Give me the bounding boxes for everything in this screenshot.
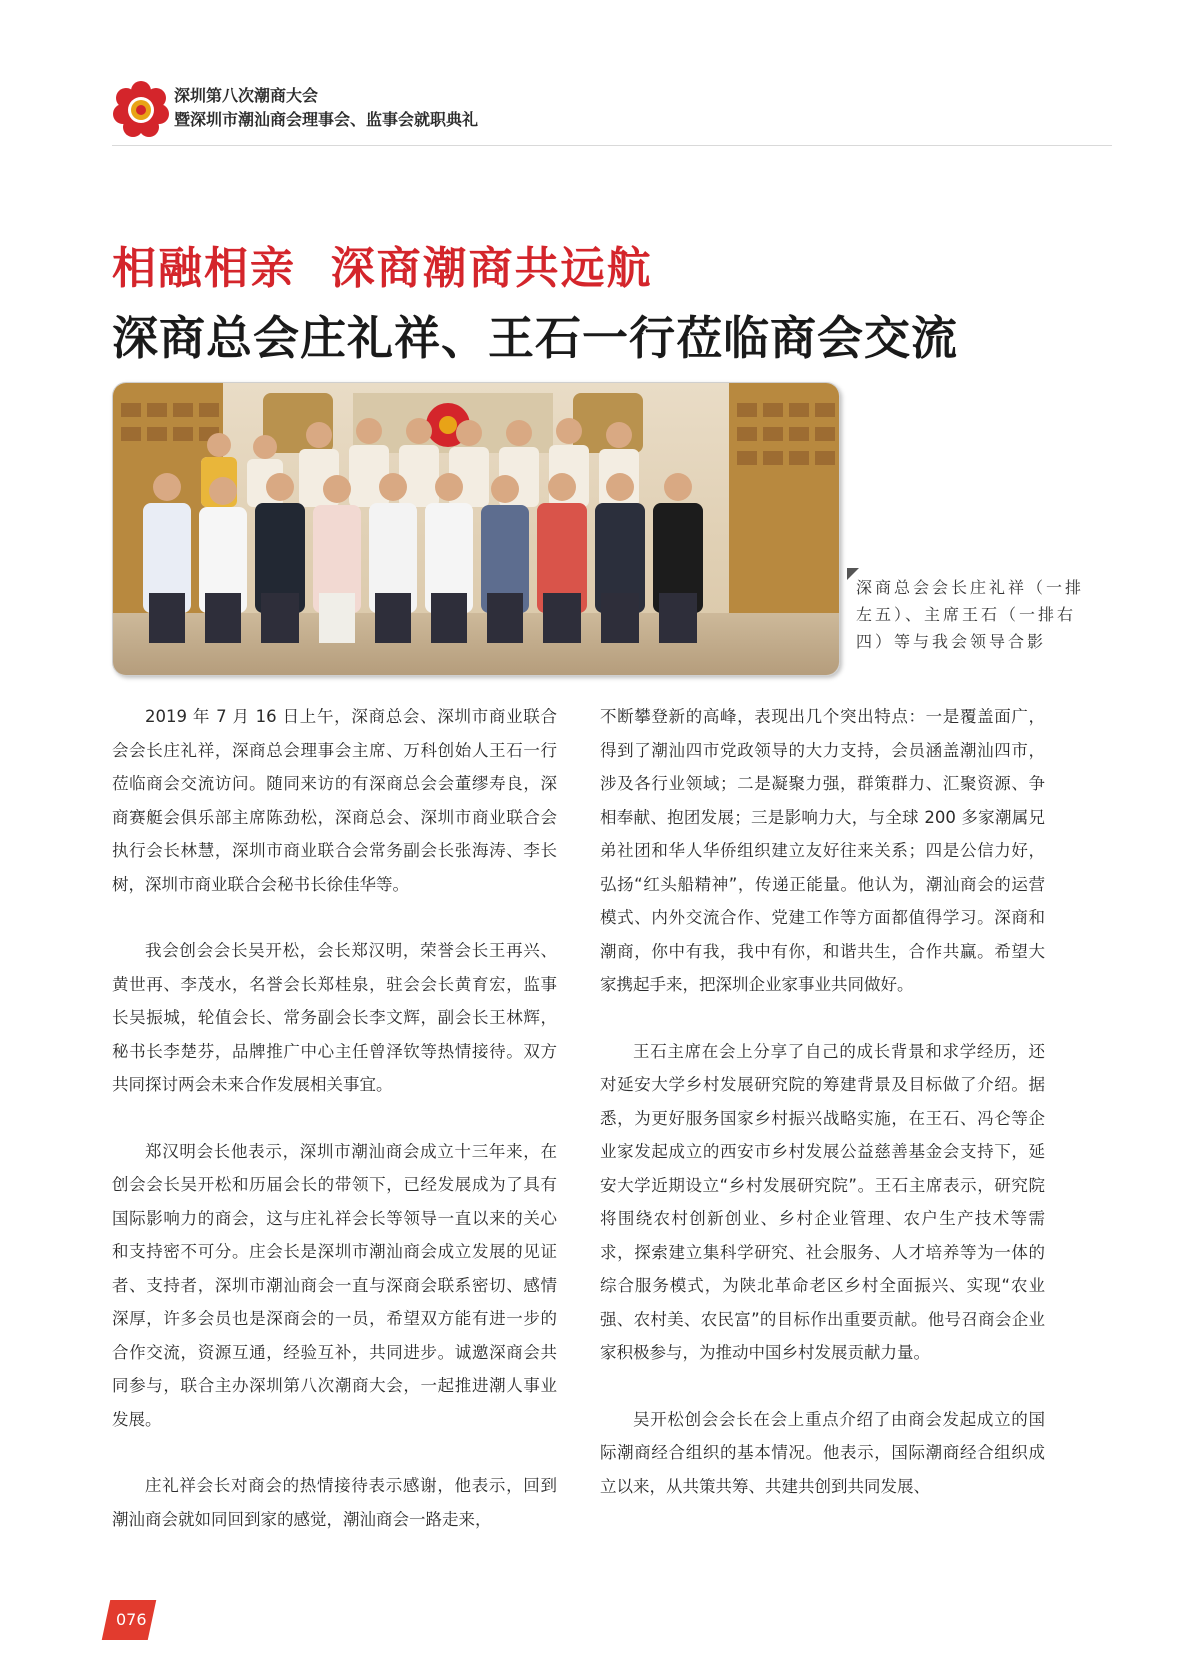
article-subheadline: 深商总会庄礼祥、王石一行莅临商会交流	[112, 311, 958, 365]
paragraph: 庄礼祥会长对商会的热情接待表示感谢，他表示，回到潮汕商会就如同回到家的感觉，潮汕商会一路走来，	[112, 1476, 557, 1529]
header-line-1: 深圳第八次潮商大会	[174, 86, 319, 105]
paragraph: 不断攀登新的高峰，表现出几个突出特点：一是覆盖面广，得到了潮汕四市党政领导的大力支持，会员涵盖潮汕四市，涉及各行业领域；二是凝聚力强，群策群力、汇聚资源、争相奉献、抱团发展；三是影响力大，与全球 200 多家潮属兄弟社团和华人华侨组织建立友好往来关系；四是公信力好，弘扬“红头船精神”，传递正能量。他认为，潮汕商会的运营模式、内外交流合作、党建工作等方面都值得学习。深商和潮商，你中有我，我中有你，和谐共生，合作共赢。希望大家携起手来，把深圳企业家事业共同做好。	[600, 707, 1045, 994]
group-photo	[112, 382, 840, 676]
photo-caption: 深商总会会长庄礼祥（一排左五）、主席王石（一排右四）等与我会领导合影	[856, 578, 1085, 651]
paragraph: 我会创会会长吴开松，会长郑汉明，荣誉会长王再兴、黄世再、李茂水，名誉会长郑桂泉，驻会会长黄育宏，监事长吴振城，轮值会长、常务副会长李文辉，副会长王林辉，秘书长李楚芬，品牌推广中心主任曾泽钦等热情接待。双方共同探讨两会未来合作发展相关事宜。	[112, 941, 557, 1094]
article-column-left	[112, 700, 557, 1569]
paragraph: 2019 年 7 月 16 日上午，深商总会、深圳市商业联合会会长庄礼祥，深商总会理事会主席、万科创始人王石一行莅临商会交流访问。随同来访的有深商总会会董缪寿良，深商赛艇会俱乐部主席陈劲松，深商总会、深圳市商业联合会执行会长林慧，深圳市商业联合会常务副会长张海涛、李长树，深圳市商业联合会秘书长徐佳华等。	[112, 707, 557, 894]
paragraph: 吴开松创会会长在会上重点介绍了由商会发起成立的国际潮商经合组织的基本情况。他表示，国际潮商经合组织成立以来，从共策共筹、共建共创到共同发展、	[600, 1409, 1045, 1496]
article-column-right	[600, 700, 1045, 1536]
paragraph: 郑汉明会长他表示，深圳市潮汕商会成立十三年来，在创会会长吴开松和历届会长的带领下，已经发展成为了具有国际影响力的商会，这与庄礼祥会长等领导一直以来的关心和支持密不可分。庄会长是深圳市潮汕商会成立发展的见证者、支持者，深圳市潮汕商会一直与深商会联系密切、感情深厚，许多会员也是深商会的一员，希望双方能有进一步的合作交流，资源互通，经验互补，共同进步。诚邀深商会共同参与，联合主办深圳第八次潮商大会，一起推进潮人事业发展。	[112, 1141, 557, 1429]
magazine-header	[112, 80, 1112, 140]
article-headline: 相融相亲 深商潮商共远航	[112, 243, 653, 294]
header-line-2: 暨深圳市潮汕商会理事会、监事会就职典礼	[174, 110, 479, 129]
header-divider	[112, 145, 1112, 146]
flower-logo-icon	[112, 80, 170, 138]
paragraph: 王石主席在会上分享了自己的成长背景和求学经历，还对延安大学乡村发展研究院的筹建背景及目标做了介绍。据悉，为更好服务国家乡村振兴战略实施，在王石、冯仑等企业家发起成立的西安市乡村发展公益慈善基金会支持下，延安大学近期设立“乡村发展研究院”。王石主席表示，研究院将围绕农村创新创业、乡村企业管理、农户生产技术等需求，探索建立集科学研究、社会服务、人才培养等为一体的综合服务模式，为陕北革命老区乡村全面振兴、实现“农业强、农村美、农民富”的目标作出重要贡献。他号召商会企业家积极参与，为推动中国乡村发展贡献力量。	[600, 1041, 1045, 1362]
page-number: 076	[116, 1610, 147, 1629]
